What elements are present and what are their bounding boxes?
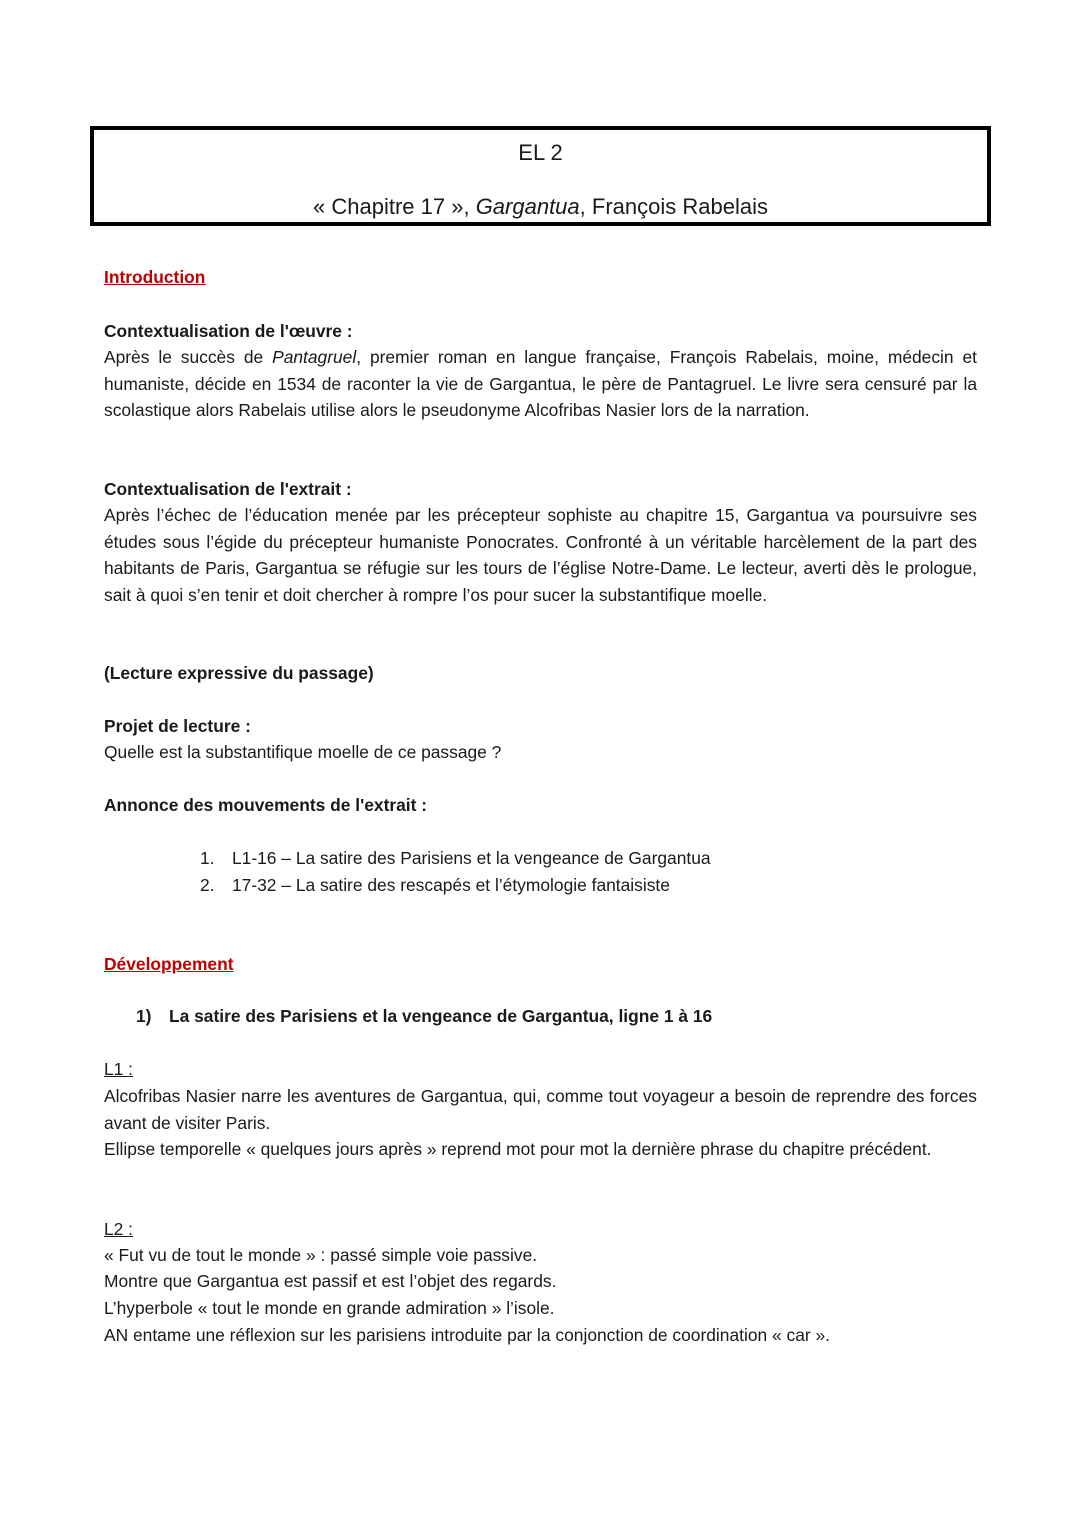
ctx-oeuvre-text-start: Après le succès de [104, 347, 273, 367]
section-heading-introduction: Introduction [104, 267, 206, 287]
l1-paragraph-1: Alcofribas Nasier narre les aventures de Gargantua, qui, comme tout voyageur a besoin de reprendre des forces avant de visiter Paris. [104, 1086, 977, 1133]
l2-line-1: « Fut vu de tout le monde » : passé simple voie passive. [104, 1245, 538, 1265]
l1-label: L1 : [104, 1059, 134, 1079]
ctx-extrait-paragraph: Après l’échec de l’éducation menée par les précepteur sophiste au chapitre 15, Gargantua va poursuivre ses études sous l’égide du précepteur humaniste Ponocrates. Confronté à un véritable harcèlement de la part des habitants de Paris, Gargantua se réfugie sur les tours de l’église Notre-Dame. Le lecteur, averti dès le prologue, sait à quoi s’en tenir et doit chercher à rompre l’os pour sucer la substantifique moelle. [104, 505, 977, 605]
list-text: 17-32 – La satire des rescapés et l’étymologie fantaisiste [232, 874, 670, 895]
part1-number: 1) [136, 1006, 152, 1026]
list-item [200, 872, 960, 899]
ctx-oeuvre-label: Contextualisation de l'œuvre : [104, 321, 353, 341]
l1-paragraph-2: Ellipse temporelle « quelques jours après » reprend mot pour mot la dernière phrase du chapitre précédent. [104, 1139, 932, 1159]
part1-title: La satire des Parisiens et la vengeance de Gargantua, ligne 1 à 16 [169, 1006, 713, 1026]
document-title [94, 194, 987, 220]
title-work: Gargantua [475, 194, 580, 219]
list-number: 2. [200, 874, 215, 895]
l2-line-2: Montre que Gargantua est passif et est l’objet des regards. [104, 1271, 557, 1291]
l2-label: L2 : [104, 1219, 134, 1239]
l2-line-3: L’hyperbole « tout le monde en grande admiration » l’isole. [104, 1298, 555, 1318]
ctx-oeuvre-text-end: , premier roman en langue française, François Rabelais, moine, médecin et humaniste, décide en 1534 de raconter la vie de Gargantua, le père de Pantagruel. Le livre sera censuré par la scolastique alors Rabelais utilise alors le pseudonyme Alcofribas Nasier lors de la narration. [104, 347, 977, 420]
list-text: L1-16 – La satire des Parisiens et la vengeance de Gargantua [232, 848, 711, 868]
projet-question: Quelle est la substantifique moelle de ce passage ? [104, 742, 502, 762]
ctx-oeuvre-work-title: Pantagruel [272, 347, 357, 367]
title-author: , François Rabelais [579, 194, 768, 219]
l2-line-4: AN entame une réflexion sur les parisiens introduite par la conjonction de coordination « car ». [104, 1325, 830, 1345]
part1-heading [136, 1003, 996, 1030]
projet-label: Projet de lecture : [104, 716, 251, 736]
section-heading-developpement: Développement [104, 954, 234, 974]
ctx-oeuvre-paragraph [104, 344, 977, 424]
list-item [200, 845, 960, 872]
title-box [90, 126, 991, 226]
document-code: EL 2 [518, 140, 563, 165]
mouvements-list [200, 845, 960, 898]
annonce-label: Annonce des mouvements de l'extrait : [104, 795, 428, 815]
list-number: 1. [200, 848, 215, 868]
title-chapter: « Chapitre 17 », [313, 194, 476, 219]
ctx-extrait-label: Contextualisation de l'extrait : [104, 479, 352, 499]
lecture-expressive: (Lecture expressive du passage) [104, 663, 374, 683]
